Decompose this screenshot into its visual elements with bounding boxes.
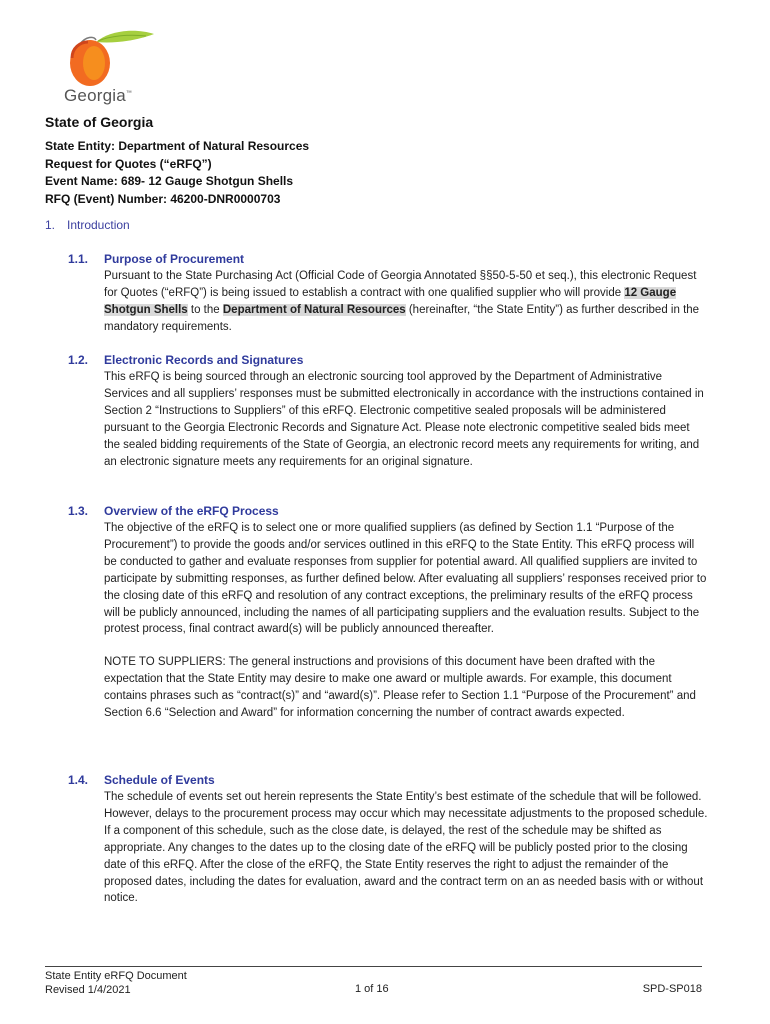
section-1-1-heading (68, 251, 708, 268)
section-1-4-heading (68, 772, 708, 789)
section-label: Introduction (67, 218, 130, 232)
event-name: Event Name: 689- 12 Gauge Shotgun Shells (45, 174, 294, 188)
section-1-4-body: The schedule of events set out herein represents the State Entity’s best estimate of the schedule that will be followed. However, delays to the procurement process may occur which may necessitate adjustments to the proposed schedule. If a component of this schedule, such as the close date, is delayed, the rest of the schedule may be shifted as appropriate. Any changes to the dates up to the closing date of the eRFQ will be publicly posted prior to the closing date of this eRFQ. After the close of the eRFQ, the State Entity reserves the right to adjust the remainder of the proposed dates, including the dates for evaluation, award and the contract term on an as needed basis with or without notice. (104, 791, 708, 905)
section-introduction-heading (45, 218, 130, 232)
paragraph-text: to the (187, 303, 223, 316)
section-number: 1.1. (68, 252, 89, 266)
document-header (45, 114, 309, 208)
footer-document-info (45, 969, 187, 997)
section-1-1 (68, 251, 708, 336)
section-1-2-heading (68, 352, 708, 369)
footer-revised-date: Revised 1/4/2021 (45, 984, 131, 996)
section-title: Electronic Records and Signatures (104, 353, 304, 367)
footer-divider (45, 966, 702, 967)
paragraph-text: Pursuant to the State Purchasing Act (Official Code of Georgia Annotated §§50-5-50 et seq.), this electronic Request for Quotes (“eRFQ”) is being issued to establish a contract with one qualified supplier who will provide (104, 270, 697, 299)
highlighted-entity: Department of Natural Resources (222, 303, 406, 316)
logo-text: Georgia (64, 86, 126, 105)
highlighted-product: 12 Gauge Shotgun Shells (104, 286, 677, 316)
note-to-suppliers: NOTE TO SUPPLIERS: The general instructions and provisions of this document have been drafted with the expectation that the State Entity may desire to make one award or multiple awards. For example, this document contains phrases such as “contract(s)” and “award(s)”. Please refer to Section 1.1 “Purpose of the Procurement” and Section 6.6 “Selection and Award” for information concerning the number of contract awards expected. (104, 656, 696, 720)
event-number: RFQ (Event) Number: 46200-DNR0000703 (45, 191, 281, 206)
section-1-2 (68, 352, 708, 470)
footer-doc-title: State Entity eRFQ Document (45, 970, 187, 982)
page-title: State of Georgia (45, 114, 154, 130)
section-title: Schedule of Events (104, 773, 215, 787)
logo-trademark: ™ (125, 90, 133, 97)
state-entity: State Entity: Department of Natural Resources (45, 139, 310, 153)
section-1-1-body (104, 268, 708, 336)
section-1-3 (68, 503, 708, 722)
section-1-3-body: The objective of the eRFQ is to select one or more qualified suppliers (as defined by Section 1.1 “Purpose of the Procurement”) to provide the goods and/or services outlined in this eRFQ to the State Entity. This eRFQ process will be conducted to gather and evaluate responses from supplier for potential award. All qualified suppliers are invited to participate by submitting responses, as further defined below. After evaluating all suppliers’ responses received prior to the closing date of this eRFQ and resolution of any contract exceptions, the preliminary results of the eRFQ process will be publicly announced, including the names of all participating suppliers and the evaluation results. Subject to the protest process, final contract award(s) will be publicly announced thereafter. (104, 522, 707, 636)
logo-wordmark (64, 86, 132, 106)
section-number: 1.2. (68, 353, 89, 367)
section-number: 1. (45, 218, 56, 232)
georgia-logo (58, 28, 158, 110)
section-1-2-body: This eRFQ is being sourced through an electronic sourcing tool approved by the Department of Administrative Services and all suppliers’ responses must be submitted electronically in accordance with the instructions contained in Section 2 “Instructions to Suppliers” of this eRFQ. Electronic competitive sealed proposals will be administered pursuant to the Georgia Electronic Records and Signature Act. Please note electronic competitive sealed bids meet the sealed bidding requirements of the State of Georgia, an electronic record meets any requirements for writing, and an electronic signature meets any requirements for an original signature. (104, 371, 704, 468)
document-code: SPD-SP018 (642, 983, 702, 995)
section-1-4 (68, 772, 708, 907)
section-number: 1.4. (68, 773, 89, 787)
section-title: Overview of the eRFQ Process (104, 504, 279, 518)
paragraph-text: (hereinafter, “the State Entity”) as further described in the mandatory requirements. (104, 303, 700, 333)
page-number: 1 of 16 (355, 983, 389, 995)
peach-icon (58, 28, 158, 88)
section-title: Purpose of Procurement (104, 252, 245, 266)
section-1-3-heading (68, 503, 708, 520)
request-type: Request for Quotes (“eRFQ”) (45, 156, 212, 171)
section-number: 1.3. (68, 504, 89, 518)
